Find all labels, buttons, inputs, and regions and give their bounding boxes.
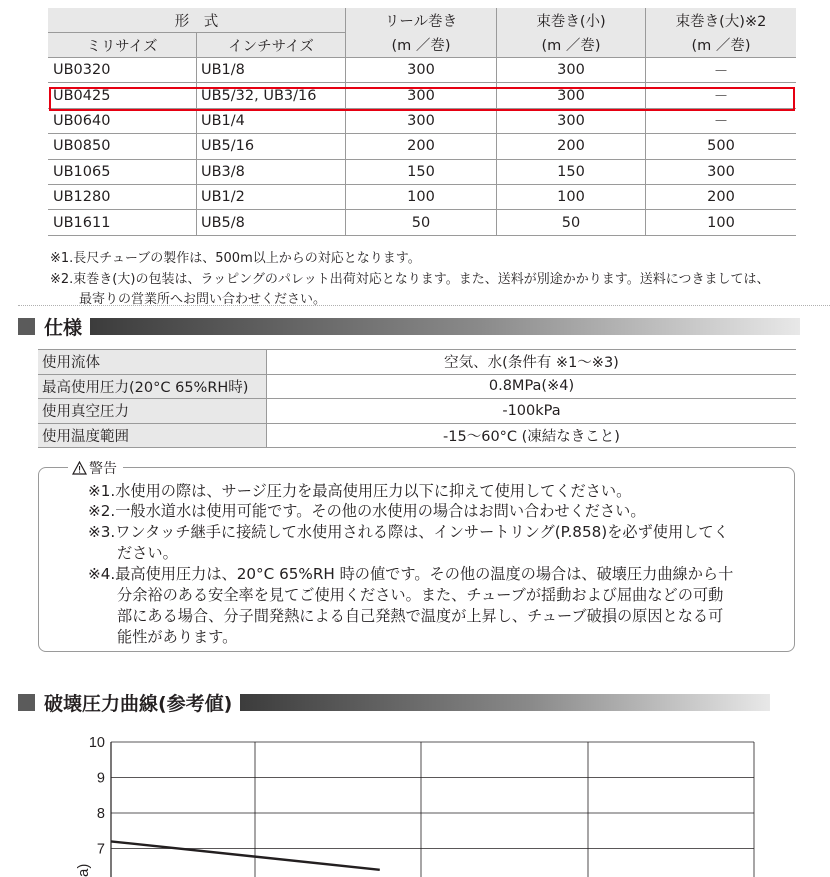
cell-mm: UB1280 <box>48 184 197 209</box>
cell-inch: UB5/16 <box>197 134 346 159</box>
cell-inch: UB1/4 <box>197 108 346 133</box>
cell-small: 200 <box>497 134 646 159</box>
cell-large: 100 <box>646 210 797 235</box>
cell-reel: 150 <box>346 159 497 184</box>
cell-large: 200 <box>646 184 797 209</box>
cell-large: － <box>646 83 797 108</box>
warning-line: 能性があります。 <box>117 628 238 646</box>
spec-value: -100kPa <box>267 399 797 424</box>
cell-mm: UB1065 <box>48 159 197 184</box>
cell-mm: UB0640 <box>48 108 197 133</box>
cell-inch: UB1/8 <box>197 58 346 83</box>
warning-line: ※4.最高使用圧力は、20°C 65%RH 時の値です。その他の温度の場合は、破壊圧力曲線から十 <box>88 565 734 583</box>
footnote-2-cont: 最寄りの営業所へお問い合わせください。 <box>79 292 327 307</box>
warning-line: ださい。 <box>117 544 178 562</box>
spec-key: 使用流体 <box>38 350 267 375</box>
cell-mm: UB0425 <box>48 83 197 108</box>
chart-y-ticks <box>89 735 105 858</box>
cell-small: 300 <box>497 83 646 108</box>
col-header-inch: インチサイズ <box>197 33 346 58</box>
cell-mm: UB1611 <box>48 210 197 235</box>
unit-bundle-small: (m ／巻) <box>497 33 646 58</box>
section-title-spec: 仕様 <box>44 316 83 339</box>
cell-reel: 50 <box>346 210 497 235</box>
cell-mm: UB0850 <box>48 134 197 159</box>
col-header-bundle-small: 束巻き(小) <box>497 8 646 33</box>
unit-reel: (m ／巻) <box>346 33 497 58</box>
cell-small: 300 <box>497 108 646 133</box>
spec-value: 0.8MPa(※4) <box>267 374 797 399</box>
col-header-bundle-large: 束巻き(大)※2 <box>646 8 797 33</box>
warning-line: 部にある場合、分子間発熱による自己発熱で温度が上昇し、チューブ破損の原因となる可 <box>117 607 724 625</box>
cell-small: 50 <box>497 210 646 235</box>
chart-y-axis-label: a) <box>75 863 92 877</box>
chart-tick-label: 7 <box>96 841 105 858</box>
spec-value: 空気、水(条件有 ※1～※3) <box>267 350 797 375</box>
warning-line: ※2.一般水道水は使用可能です。その他の水使用の場合はお問い合わせください。 <box>88 502 646 520</box>
chart-grid <box>111 742 754 877</box>
spec-key: 最高使用圧力(20°C 65%RH時) <box>38 374 267 399</box>
warning-line: ※3.ワンタッチ継手に接続して水使用される際は、インサートリング(P.858)を必ず使用してく <box>88 523 729 541</box>
cell-large: － <box>646 58 797 83</box>
col-header-model: 形 式 <box>48 8 346 33</box>
spec-value: -15～60°C (凍結なきこと) <box>267 423 797 448</box>
cell-reel: 300 <box>346 58 497 83</box>
chart-tick-label: 9 <box>96 770 105 787</box>
col-header-reel: リール巻き <box>346 8 497 33</box>
cell-reel: 200 <box>346 134 497 159</box>
cell-mm: UB0320 <box>48 58 197 83</box>
cell-small: 300 <box>497 58 646 83</box>
chart-tick-label: 8 <box>96 806 105 822</box>
cell-inch: UB3/8 <box>197 159 346 184</box>
cell-inch: UB5/8 <box>197 210 346 235</box>
chart-series <box>111 841 380 869</box>
spec-key: 使用温度範囲 <box>38 423 267 448</box>
cell-large: － <box>646 108 797 133</box>
chart-series-line <box>111 841 380 869</box>
warning-title: 警告 <box>89 461 117 477</box>
section-title-chart: 破壊圧力曲線(参考値) <box>44 692 233 715</box>
unit-bundle-large: (m ／巻) <box>646 33 797 58</box>
cell-inch: UB5/32, UB3/16 <box>197 83 346 108</box>
cell-inch: UB1/2 <box>197 184 346 209</box>
footnote-2: ※2.束巻き(大)の包装は、ラッピングのパレット出荷対応となります。また、送料が別途かかります。送料につきましては、 <box>50 272 770 287</box>
footnote-1: ※1.長尺チューブの製作は、500m以上からの対応となります。 <box>50 251 421 266</box>
spec-key: 使用真空圧力 <box>38 399 267 424</box>
cell-large: 500 <box>646 134 797 159</box>
chart-tick-label: 10 <box>88 735 105 751</box>
cell-reel: 100 <box>346 184 497 209</box>
warning-line: 分余裕のある安全率を見てご使用ください。また、チューブが揺動および屈曲などの可動 <box>117 586 724 604</box>
cell-small: 150 <box>497 159 646 184</box>
cell-small: 100 <box>497 184 646 209</box>
cell-reel: 300 <box>346 83 497 108</box>
warning-line: ※1.水使用の際は、サージ圧力を最高使用圧力以下に抑えて使用してください。 <box>88 482 632 500</box>
cell-large: 300 <box>646 159 797 184</box>
cell-reel: 300 <box>346 108 497 133</box>
col-header-mm: ミリサイズ <box>48 33 197 58</box>
